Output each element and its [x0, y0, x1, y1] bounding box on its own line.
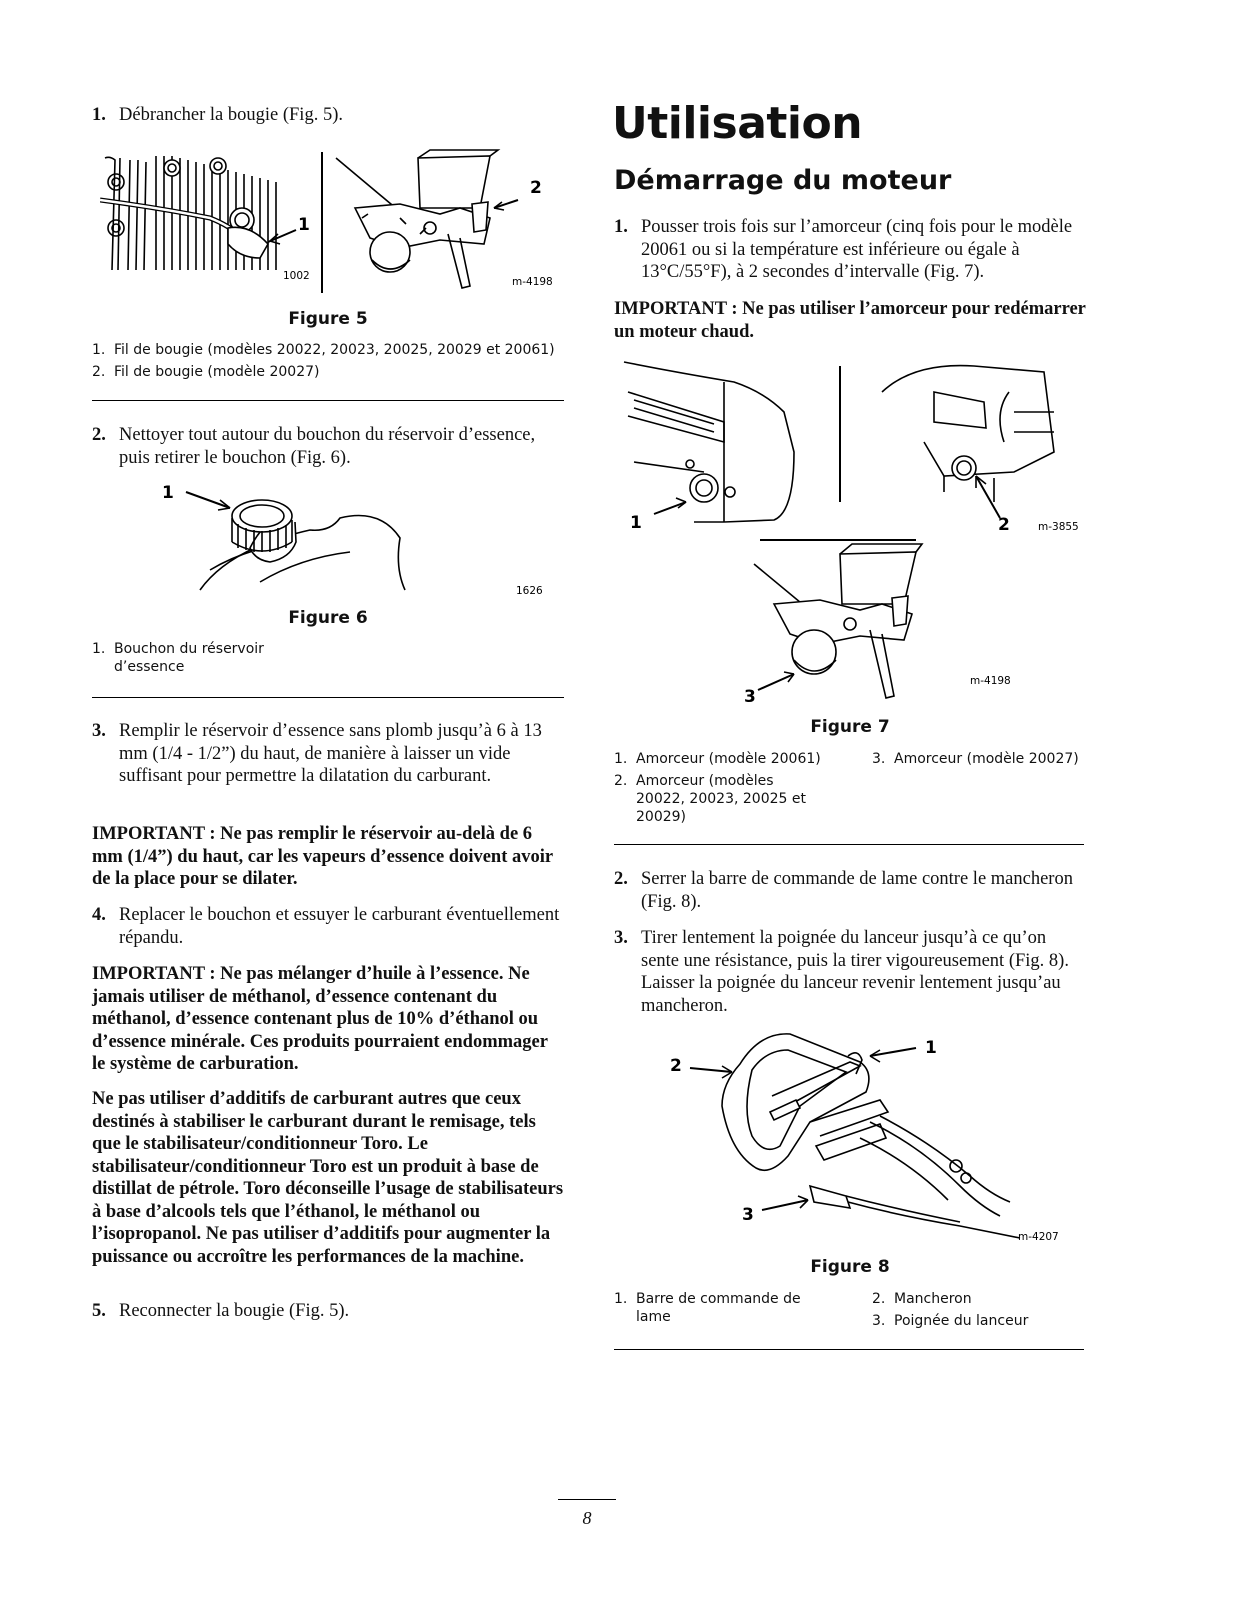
- step-text: Serrer la barre de commande de lame contre le mancheron (Fig. 8).: [641, 869, 1073, 912]
- fig8-legend-item-3: [872, 1312, 1086, 1330]
- figure-6-caption: Figure 6: [288, 608, 368, 628]
- figure-8-caption: Figure 8: [810, 1257, 890, 1277]
- step-number: 1.: [92, 105, 106, 125]
- important-note-3: Ne pas utiliser d’additifs de carburant autres que ceux destinés à stabiliser le carburant durant le remisage, tels que le stabilisateur/conditionneur Toro. Le stabilisateur/conditionneur Toro est un produit à base de distillat de pétrole. Toro déconseille l’usage de stabilisateurs à base d’alcools tels que l’éthanol, le méthanol ou l’isopropanol. Ne pas utiliser d’additifs pour augmenter la puissance ou accroître les performances de la machine.: [92, 1089, 564, 1267]
- fig6-code: 1626: [516, 585, 543, 597]
- figure-7-caption: Figure 7: [810, 717, 890, 737]
- step-number: 2.: [614, 869, 628, 889]
- fig7-callout-3: 3: [744, 687, 756, 707]
- fig7-callout-1: 1: [630, 513, 642, 533]
- legend-text: Amorceur (modèles 20022, 20023, 20025 et 20029): [636, 773, 806, 825]
- fig6-callout-1: 1: [162, 483, 174, 503]
- fig7-legend-item-2: [614, 772, 824, 826]
- fig7-callout-2: 2: [998, 515, 1010, 535]
- important-note-4: IMPORTANT : Ne pas utiliser l’amorceur pour redémarrer un moteur chaud.: [614, 299, 1086, 342]
- step-text: Nettoyer tout autour du bouchon du réservoir d’essence, puis retirer le bouchon (Fig. 6).: [119, 425, 536, 468]
- fuel-cap-drawing: [150, 478, 550, 602]
- handle-drawing: [660, 1026, 1070, 1246]
- legend-number: 1.: [614, 751, 628, 767]
- fig8-code: m-4207: [1018, 1231, 1059, 1243]
- right-step-1: [614, 216, 1086, 284]
- fig6-legend-item-1: [92, 640, 292, 676]
- left-step-3: [92, 720, 564, 788]
- figure-6-illustration: [150, 478, 550, 602]
- fig5-bottom-rule: [92, 400, 564, 401]
- legend-number: 2.: [92, 364, 106, 380]
- fig8-legend-item-2: [872, 1290, 1086, 1308]
- legend-text: Bouchon du réservoir d’essence: [114, 641, 264, 675]
- step-text: Remplir le réservoir d’essence sans plomb jusqu’à 6 à 13 mm (1/4 - 1/2”) du haut, de manière à laisser un vide suffisant pour permettre la dilatation du carburant.: [119, 721, 542, 786]
- step-text: Pousser trois fois sur l’amorceur (cinq fois pour le modèle 20061 ou si la température est inférieure ou égale à 13°C/55°F), à 2 secondes d’intervalle (Fig. 7).: [641, 217, 1073, 282]
- fig5-legend-item-1: [92, 341, 564, 359]
- legend-text: Amorceur (modèle 20061): [636, 751, 821, 767]
- fig5-code-left: 1002: [283, 270, 310, 282]
- fig7-code-top: m-3855: [1038, 521, 1079, 533]
- fig7-legend-item-3: [872, 750, 1086, 768]
- legend-number: 2.: [614, 773, 628, 789]
- legend-number: 3.: [872, 751, 886, 767]
- primer-bulb-drawing: [614, 352, 1086, 712]
- step-number: 5.: [92, 1301, 106, 1321]
- legend-text: Fil de bougie (modèle 20027): [114, 364, 320, 380]
- figure-8-illustration: [660, 1026, 1070, 1246]
- fig8-callout-1: 1: [925, 1038, 937, 1058]
- step-text: Tirer lentement la poignée du lanceur jusqu’à ce qu’on sente une résistance, puis la tirer vigoureusement (Fig. 8). Laisser la poignée du lanceur revenir lentement jusqu’au mancheron.: [641, 928, 1069, 1016]
- legend-text: Fil de bougie (modèles 20022, 20023, 20025, 20029 et 20061): [114, 342, 555, 358]
- step-text: Reconnecter la bougie (Fig. 5).: [119, 1301, 350, 1321]
- step-number: 4.: [92, 905, 106, 925]
- left-step-1: [92, 104, 564, 127]
- left-step-5: [92, 1300, 564, 1323]
- step-number: 1.: [614, 217, 628, 237]
- legend-number: 2.: [872, 1291, 886, 1307]
- right-step-2: [614, 868, 1086, 913]
- legend-number: 1.: [92, 641, 106, 657]
- spark-plug-wire-drawing: [100, 148, 560, 298]
- left-step-2: [92, 424, 564, 469]
- legend-number: 1.: [92, 342, 106, 358]
- fig7-legend-item-1: [614, 750, 854, 768]
- legend-text: Poignée du lanceur: [894, 1313, 1029, 1329]
- fig5-code-right: m-4198: [512, 276, 553, 288]
- legend-number: 1.: [614, 1291, 628, 1307]
- fig5-callout-2: 2: [530, 178, 542, 198]
- important-note-1: IMPORTANT : Ne pas remplir le réservoir au-delà de 6 mm (1/4”) du haut, car les vapeurs d’essence doivent avoir de la place pour se dilater.: [92, 824, 553, 889]
- page-number-rule: [558, 1499, 616, 1500]
- fig8-callout-2: 2: [670, 1056, 682, 1076]
- right-step-3: [614, 927, 1086, 1017]
- step-text: Débrancher la bougie (Fig. 5).: [119, 105, 343, 125]
- step-text: Replacer le bouchon et essuyer le carburant éventuellement répandu.: [119, 905, 560, 948]
- legend-text: Amorceur (modèle 20027): [894, 751, 1079, 767]
- fig6-bottom-rule: [92, 697, 564, 698]
- figure-7-illustration: [614, 352, 1086, 712]
- fig8-callout-3: 3: [742, 1205, 754, 1225]
- section-title: Utilisation: [612, 98, 863, 149]
- section-subtitle: Démarrage du moteur: [614, 165, 952, 196]
- fig7-code-bottom: m-4198: [970, 675, 1011, 687]
- important-note-2: IMPORTANT : Ne pas mélanger d’huile à l’essence. Ne jamais utiliser de méthanol, d’essence contenant du méthanol, d’essence contenant plus de 10% d’éthanol ou d’essence minérale. Ces produits pourraient endommager le système de carburation.: [92, 964, 548, 1074]
- step-number: 2.: [92, 425, 106, 445]
- fig5-callout-1: 1: [298, 215, 310, 235]
- fig7-bottom-rule: [614, 844, 1084, 845]
- figure-5-caption: Figure 5: [288, 309, 368, 329]
- step-number: 3.: [614, 928, 628, 948]
- legend-number: 3.: [872, 1313, 886, 1329]
- fig5-legend-item-2: [92, 363, 564, 381]
- legend-text: Barre de commande de lame: [636, 1291, 801, 1325]
- fig8-bottom-rule: [614, 1349, 1084, 1350]
- legend-text: Mancheron: [894, 1291, 972, 1307]
- page-number: 8: [582, 1508, 592, 1528]
- fig8-legend-item-1: [614, 1290, 824, 1326]
- figure-5-illustration: [100, 148, 560, 298]
- step-number: 3.: [92, 721, 106, 741]
- left-step-4: [92, 904, 564, 949]
